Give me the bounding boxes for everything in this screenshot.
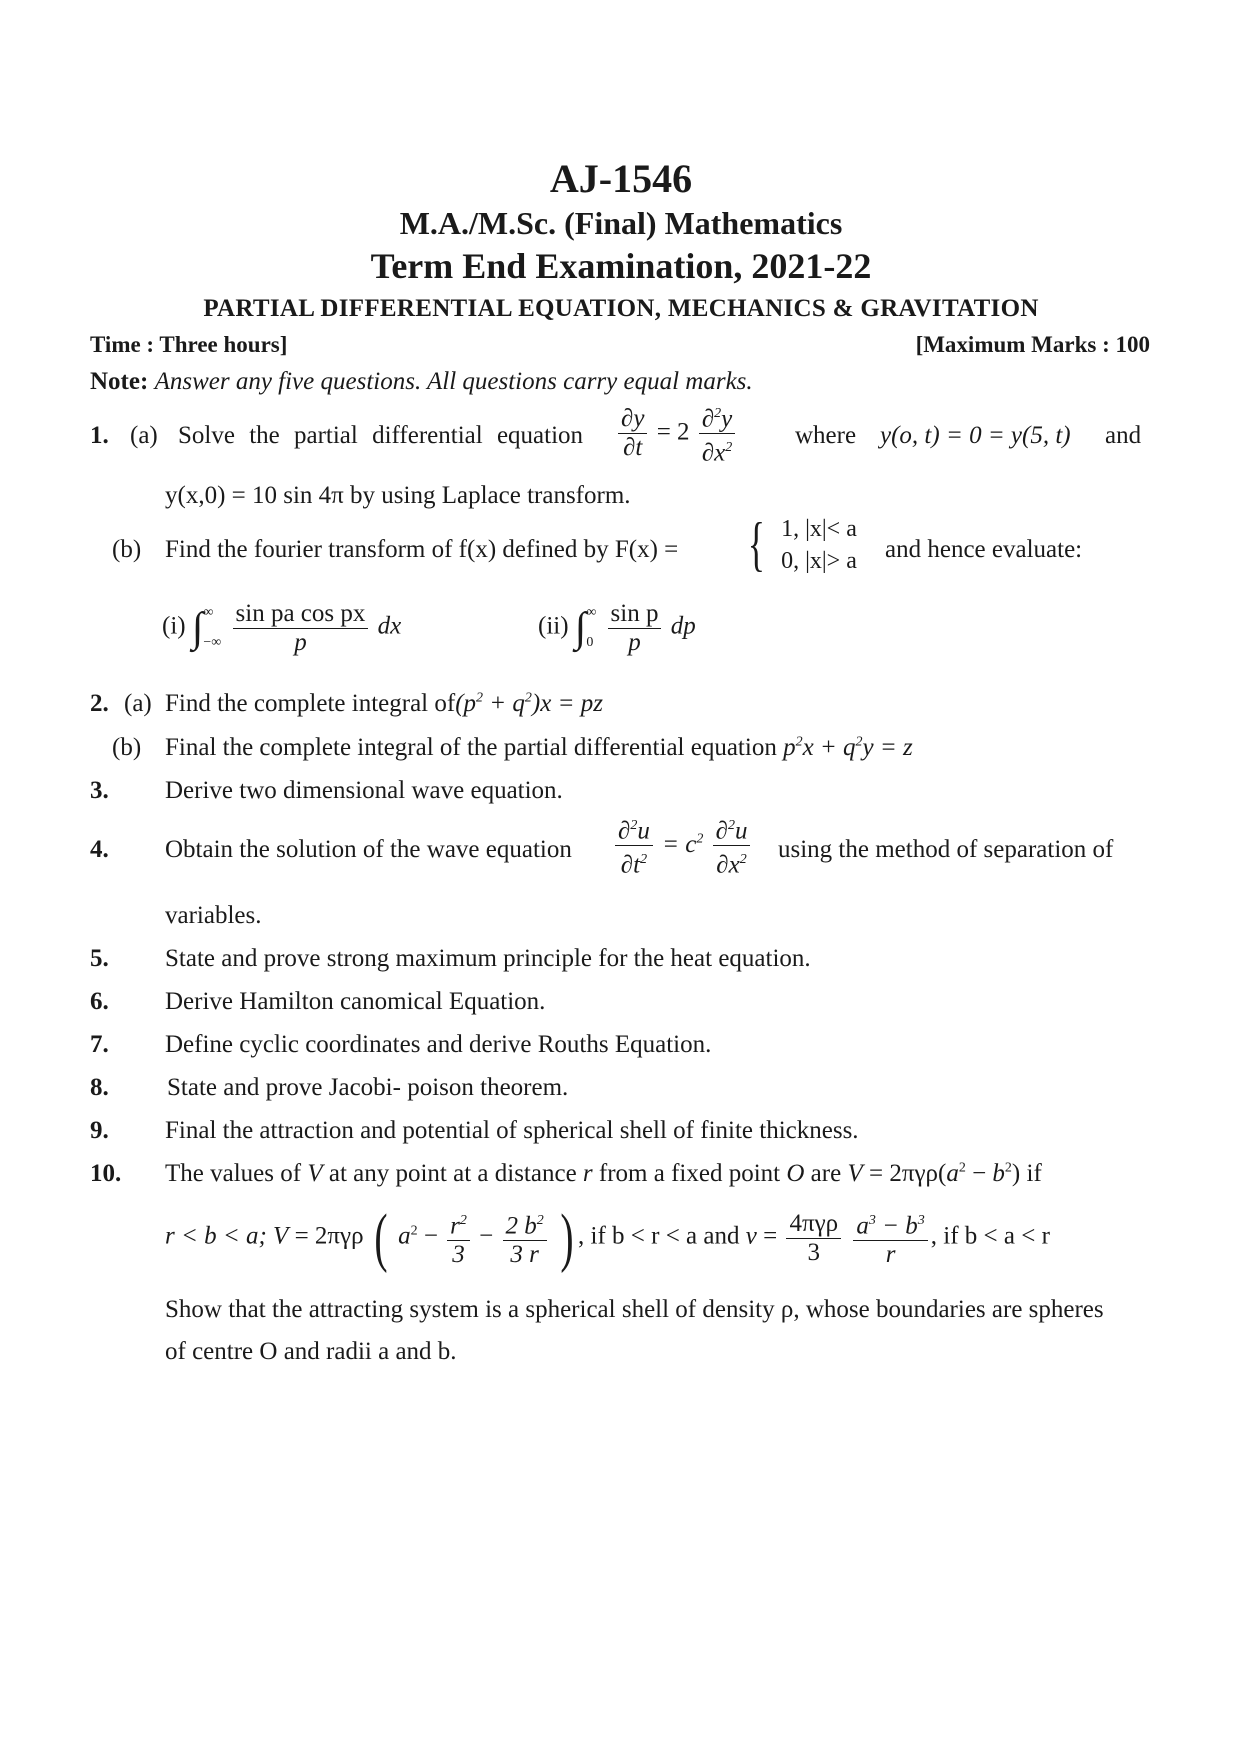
q1a-label: (a): [130, 422, 158, 449]
q4-tail: using the method of separation of: [778, 836, 1114, 863]
q10-cond-1: , if b < r < a: [578, 1222, 698, 1250]
time-label: Time : Three hours]: [90, 332, 288, 357]
q9-text: Final the attraction and potential of spherical shell of finite thickness.: [165, 1117, 859, 1144]
q7-text: Define cyclic coordinates and derive Rouths Equation.: [165, 1031, 712, 1058]
q2a-text: Find the complete integral of: [165, 690, 456, 717]
q10-show-line2: of centre O and radii a and b.: [165, 1338, 457, 1365]
case-1: 1, |x|< a: [781, 515, 857, 542]
q5-text: State and prove strong maximum principle for the heat equation.: [165, 945, 811, 972]
max-marks: [Maximum Marks : 100: [915, 332, 1150, 357]
q8-number: 8.: [90, 1074, 109, 1101]
q2a-label: (a): [124, 690, 152, 717]
int2-dp: dp: [670, 612, 696, 640]
q1a-text: Solve the partial differential equation: [178, 422, 584, 449]
int1-label: (i): [162, 612, 186, 640]
q1b-label: (b): [112, 536, 142, 563]
q6-number: 6.: [90, 988, 109, 1015]
q4-number: 4.: [90, 836, 109, 863]
int2-denominator: p: [628, 628, 641, 656]
paper-title: PARTIAL DIFFERENTIAL EQUATION, MECHANICS & GRAVITATION: [203, 295, 1039, 322]
course-title: M.A./M.Sc. (Final) Mathematics: [399, 205, 843, 241]
note: [90, 368, 753, 396]
q1b-text: Find the fourier transform of f(x) defined by F(x) =: [165, 536, 679, 563]
q1a-where: where: [795, 422, 857, 449]
q1-number: 1.: [90, 422, 109, 449]
q2b-text: Final the complete integral of the partial differential equation: [165, 734, 777, 761]
q1a-bc: y(o, t) = 0 = y(5, t): [880, 422, 1071, 449]
q7-number: 7.: [90, 1031, 109, 1058]
q3-number: 3.: [90, 777, 109, 804]
note-text: Answer any five questions. All questions carry equal marks.: [154, 368, 753, 395]
paper-code: AJ-1546: [549, 156, 693, 201]
q4-text: Obtain the solution of the wave equation: [165, 836, 572, 863]
q2-number: 2.: [90, 690, 109, 717]
int2-label: (ii): [538, 612, 569, 640]
q4-cont: variables.: [165, 902, 262, 929]
q10-line2: r < b < a; V = 2πγρ ( $a^2$ − $\frac{r^2}{3}$ − $\frac{2 b^2}{3 r}$ ) , if b < r < a and v = $\frac{\text{4πγρ}}{3}$ $\frac{a^3 - b^3}{r}$ , if b < a < r: [165, 1201, 1050, 1274]
q10-cond-2: , if b < a < r: [930, 1222, 1050, 1250]
int1-numerator: sin pa cos px: [233, 600, 369, 629]
q3-text: Derive two dimensional wave equation.: [165, 777, 563, 804]
int1-denominator: p: [294, 628, 307, 656]
q1b-integral-i: (i) ∫ ∞ −∞ $\frac{\text{sin pa cos px}}{p}$ dx: [162, 599, 402, 656]
q4-equation: $\frac{\partial^2u}{\partial t^2}$ = $c^2$ $\frac{\partial^2u}{\partial x^2}$: [612, 812, 753, 880]
q2b-line: Final the complete integral of the partial differential equation $p^2x + q^2y = z$: [165, 734, 913, 761]
q1a-and: and: [1105, 422, 1142, 449]
case-2: 0, |x|> a: [781, 547, 857, 574]
int2-numerator: sin p: [608, 600, 662, 629]
q1b-cases: { 1, |x|< a 0, |x|> a: [747, 511, 857, 577]
note-label: Note:: [90, 368, 149, 395]
q1a-cont: y(x,0) = 10 sin 4π by using Laplace transform.: [165, 482, 631, 509]
q2a-line: Find the complete integral $of(p^2 + q^2)x$ = pz: [165, 690, 603, 717]
q1a-equation: $\frac{\partial y}{\partial t}$ = 2 $\frac{\partial^2y}{\partial x^2}$: [615, 400, 738, 468]
q1b-tail: and hence evaluate:: [885, 536, 1083, 563]
q10-line1: The values of V at any point at a distance r from a fixed point O are $V = 2\pi\gamma\rho(a^2 - b^2)$ if: [165, 1160, 1042, 1187]
int1-dx: dx: [377, 612, 402, 640]
q10-number: 10.: [90, 1160, 122, 1187]
q6-text: Derive Hamilton canomical Equation.: [165, 988, 546, 1015]
q10-show-line1: Show that the attracting system is a spherical shell of density ρ, whose boundaries are spheres: [165, 1296, 1104, 1323]
q5-number: 5.: [90, 945, 109, 972]
q9-number: 9.: [90, 1117, 109, 1144]
q1b-integral-ii: (ii) ∫ ∞ 0 $\frac{\text{sin p}}{p}$ dp: [538, 599, 696, 656]
exam-title: Term End Examination, 2021-22: [370, 246, 872, 286]
q8-text: State and prove Jacobi- poison theorem.: [167, 1074, 569, 1101]
q2b-label: (b): [112, 734, 142, 761]
